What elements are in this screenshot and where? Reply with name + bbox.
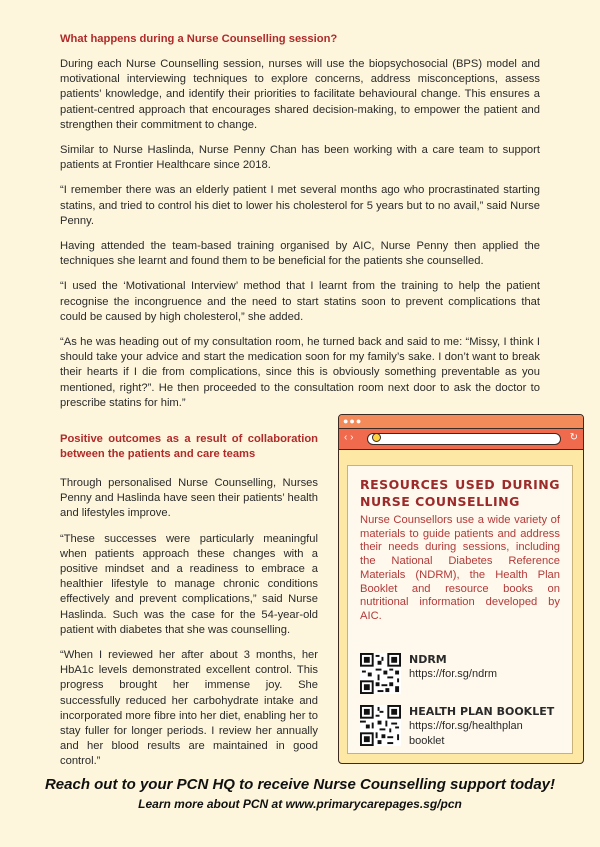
qr-code-icon	[360, 705, 401, 746]
paragraph: “These successes were particularly meaningful when patients approach these changes with a positive mindset and a readiness to embrace a healthier lifestyle to manage chronic conditions effectively and prevent complications,” said Nurse Haslinda. Such was the case for the 54-year-old patient with diabetes that she was counselling.	[60, 532, 318, 636]
paragraph: “When I reviewed her after about 3 months, her HbA1c levels demonstrated excellent control. This progress brought her immense joy. She successfully reduced her carbohydrate intake and incorporated more fibre into her diet, enabling her to stay fuller for longer periods. I review her annually and her blood results are maintained in good control.”	[60, 649, 318, 768]
address-bar	[367, 433, 561, 445]
resource-link-health-plan[interactable]	[360, 705, 554, 749]
resources-title	[348, 466, 572, 510]
resources-title-line1: RESOURCES USED DURING	[360, 477, 560, 492]
search-icon	[372, 433, 381, 442]
resource-link-title: NDRM	[409, 653, 447, 666]
paragraph: Similar to Nurse Haslinda, Nurse Penny Chan has been working with a care team to support patients at Frontier Healthcare since 2018.	[60, 144, 540, 172]
back-arrow-icon: ‹ ›	[344, 432, 354, 443]
resource-link-text	[409, 705, 554, 749]
section-heading: Positive outcomes as a result of collaboration between the patients and care teams	[60, 433, 318, 460]
paragraph: “I used the ‘Motivational Interview’ method that I learnt from the training to help the patient recognise the incongruence and the need to start statins soon to prevent complications that could be caused by high cholesterol,” she added.	[60, 280, 540, 323]
paragraph: Through personalised Nurse Counselling, Nurses Penny and Haslinda have seen their patients’ health and lifestyles improve.	[60, 477, 318, 520]
resources-panel	[347, 465, 573, 754]
section-heading: What happens during a Nurse Counselling session?	[60, 33, 338, 45]
reload-icon: ↻	[569, 432, 578, 443]
paragraph: “As he was heading out of my consultation room, he turned back and said to me: “Missy, I think I should take your advice and start the medication soon for my family’s sake. I don’t want to break their hearts if I die from complications, since this is obviously something preventable as you mentioned, right?”. He then proceeded to the consultation room next door to ask the doctor to prescribe statins for him.”	[60, 336, 540, 409]
resources-browser-frame	[338, 414, 584, 764]
paragraph: “I remember there was an elderly patient I met several months ago who procrastinated starting statins, and tried to control his diet to lower his cholesterol for 5 years but to no avail,” said Nurse Penny.	[60, 184, 540, 227]
resource-link-url[interactable]: https://for.sg/healthplan booklet	[409, 720, 523, 747]
resource-link-text	[409, 653, 497, 694]
browser-toolbar	[339, 429, 583, 450]
browser-title-bar	[339, 415, 583, 429]
qr-code-icon	[360, 653, 401, 694]
learn-more-link[interactable]: Learn more about PCN at www.primarycarepages.sg/pcn	[138, 797, 462, 811]
resources-body: Nurse Counsellors use a wide variety of materials to guide patients and address their needs during sessions, including the National Diabetes Reference Materials (NDRM), the Health Plan Booklet and resource books on nutritional information developed by AIC.	[360, 514, 560, 622]
resource-link-title: HEALTH PLAN BOOKLET	[409, 705, 555, 718]
intro-section	[60, 33, 540, 421]
outcomes-section	[60, 432, 318, 780]
resource-link-url[interactable]: https://for.sg/ndrm	[409, 668, 498, 680]
paragraph: During each Nurse Counselling session, nurses will use the biopsychosocial (BPS) model and motivational interviewing techniques to explore concerns, address misconceptions, assess patients’ knowledge, and identify their priorities to facilitate behavioural change. This ensures a patient-centred approach that encourages shared decision-making, to empower the patient and strengthen their commitment to change.	[60, 58, 540, 131]
call-to-action: Reach out to your PCN HQ to receive Nurse Counselling support today!	[44, 776, 556, 793]
resource-link-ndrm[interactable]	[360, 653, 497, 694]
resources-title-line2: NURSE COUNSELLING	[360, 494, 520, 509]
paragraph: Having attended the team-based training organised by AIC, Nurse Penny then applied the techniques she learnt and found them to be beneficial for the patients she counselled.	[60, 240, 540, 268]
window-dots-icon: ●●●	[343, 416, 363, 426]
